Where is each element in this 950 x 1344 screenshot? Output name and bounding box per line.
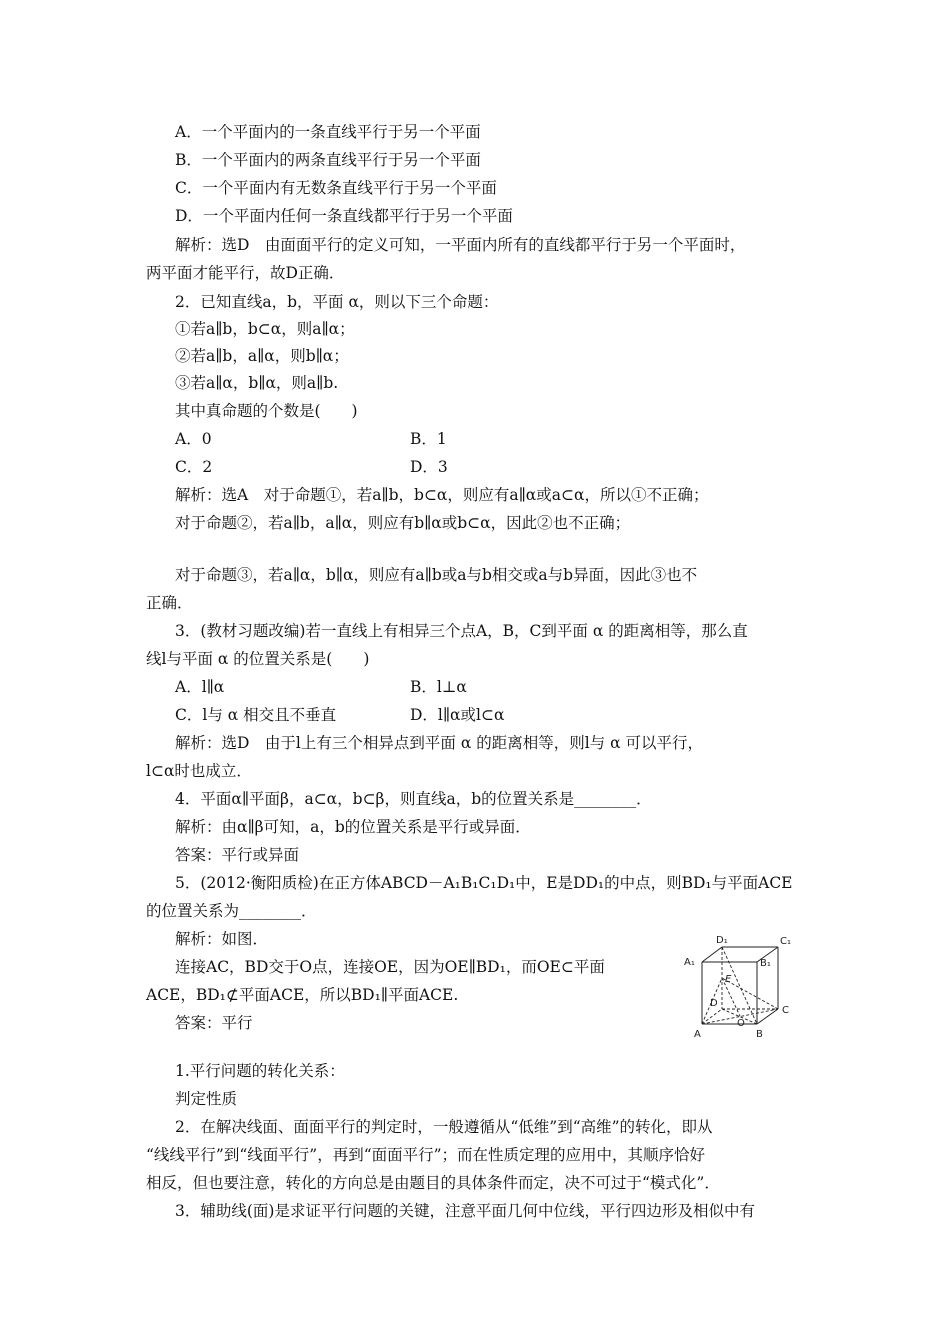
q1-solution-line2: 两平面才能平行，故D正确． <box>146 264 345 282</box>
note-1: 1.平行问题的转化关系： <box>175 1062 345 1080</box>
label-c: C <box>782 1005 789 1016</box>
note-1-subtitle: 判定性质 <box>175 1090 238 1108</box>
q2-question: 其中真命题的个数是( ) <box>175 402 358 420</box>
cube-figure <box>680 932 810 1042</box>
label-b1: B₁ <box>760 958 771 969</box>
label-b: B <box>756 1029 763 1040</box>
q5-solution-line3: ACE，BD₁⊄平面ACE，所以BD₁∥平面ACE. <box>146 986 459 1004</box>
label-e: E <box>725 974 732 985</box>
q2-option-c: C．2 <box>175 458 213 476</box>
q2-solution-line1: 解析：选A 对于命题①，若a∥b，b⊂α，则应有a∥α或a⊂α，所以①不正确； <box>175 486 709 504</box>
q1-option-d: D．一个平面内任何一条直线都平行于另一个平面 <box>175 207 513 225</box>
q4-answer: 答案：平行或异面 <box>175 846 300 864</box>
q1-option-b: B．一个平面内的两条直线平行于另一个平面 <box>175 151 481 169</box>
q2-option-d: D．3 <box>410 458 448 476</box>
note-2-line3: 相反，但也要注意，转化的方向总是由题目的具体条件而定，决不可过于“模式化”． <box>146 1174 720 1192</box>
q3-option-c: C．l与 α 相交且不垂直 <box>175 706 337 724</box>
q3-option-b: B．l⊥α <box>410 678 467 696</box>
edge-a1-d1 <box>702 947 722 962</box>
q5-answer: 答案：平行 <box>175 1014 253 1032</box>
q1-option-a: A．一个平面内的一条直线平行于另一个平面 <box>175 123 481 141</box>
q5-solution-line1: 解析：如图． <box>175 930 269 948</box>
note-2-line1: 2．在解决线面、面面平行的判定时，一般遵循从“低维”到“高维”的转化，即从 <box>175 1118 713 1136</box>
q1-solution-line1: 解析：选D 由面面平行的定义可知，一平面内所有的直线都平行于另一个平面时， <box>175 236 746 254</box>
q2-proposition-3: ③若a∥α，b∥α，则a∥b. <box>175 374 339 392</box>
q2-stem: 2．已知直线a，b，平面 α，则以下三个命题： <box>175 293 499 311</box>
q5-stem-line2: 的位置关系为________． <box>146 902 317 920</box>
q2-solution-line2: 对于命题②，若a∥b，a∥α，则应有b∥α或b⊂α，因此②也不正确； <box>175 514 631 532</box>
q3-option-a: A．l∥α <box>175 678 225 696</box>
q2-solution-line3: 对于命题③，若a∥α，b∥α，则应有a∥b或a与b相交或a与b异面，因此③也不 <box>175 566 698 584</box>
q5-solution-line2: 连接AC，BD交于O点，连接OE，因为OE∥BD₁，而OE⊂平面 <box>175 958 605 976</box>
q4-stem: 4．平面α∥平面β，a⊂α，b⊂β，则直线a，b的位置关系是________． <box>175 790 652 808</box>
q2-proposition-2: ②若a∥b，a∥α，则b∥α； <box>175 347 349 365</box>
label-c1: C₁ <box>780 936 791 947</box>
q3-solution-line1: 解析：选D 由于l上有三个相异点到平面 α 的距离相等，则l与 α 可以平行， <box>175 734 703 752</box>
label-d1: D₁ <box>716 935 728 946</box>
q2-proposition-1: ①若a∥b，b⊂α，则a∥α； <box>175 320 355 338</box>
q2-option-b: B．1 <box>410 430 447 448</box>
q1-option-c: C．一个平面内有无数条直线平行于另一个平面 <box>175 179 497 197</box>
q3-option-d: D．l∥α或l⊂α <box>410 706 505 724</box>
label-a: A <box>694 1029 701 1040</box>
q3-stem-line2: 线l与平面 α 的位置关系是( ) <box>146 650 370 668</box>
label-d: D <box>710 998 718 1009</box>
note-3-line1: 3．辅助线(面)是求证平行问题的关键，注意平面几何中位线，平行四边形及相似中有 <box>175 1202 755 1220</box>
diagonal-d1-b <box>722 947 757 1024</box>
q5-stem-line1: 5．(2012·衡阳质检)在正方体ABCD－A₁B₁C₁D₁中，E是DD₁的中点，则BD₁与平面ACE <box>175 874 793 892</box>
q2-solution-line4: 正确． <box>146 594 193 612</box>
q3-stem-line1: 3．(教材习题改编)若一直线上有相异三个点A，B，C到平面 α 的距离相等，那么直 <box>175 622 748 640</box>
label-o: O <box>737 1018 745 1029</box>
q4-solution: 解析：由α∥β可知，a，b的位置关系是平行或异面． <box>175 818 531 836</box>
note-2-line2: “线线平行”到“线面平行”，再到“面面平行”；而在性质定理的应用中，其顺序恰好 <box>146 1146 706 1164</box>
label-a1: A₁ <box>684 957 695 968</box>
q3-solution-line2: l⊂α时也成立． <box>146 762 252 780</box>
q2-option-a: A．0 <box>175 430 212 448</box>
